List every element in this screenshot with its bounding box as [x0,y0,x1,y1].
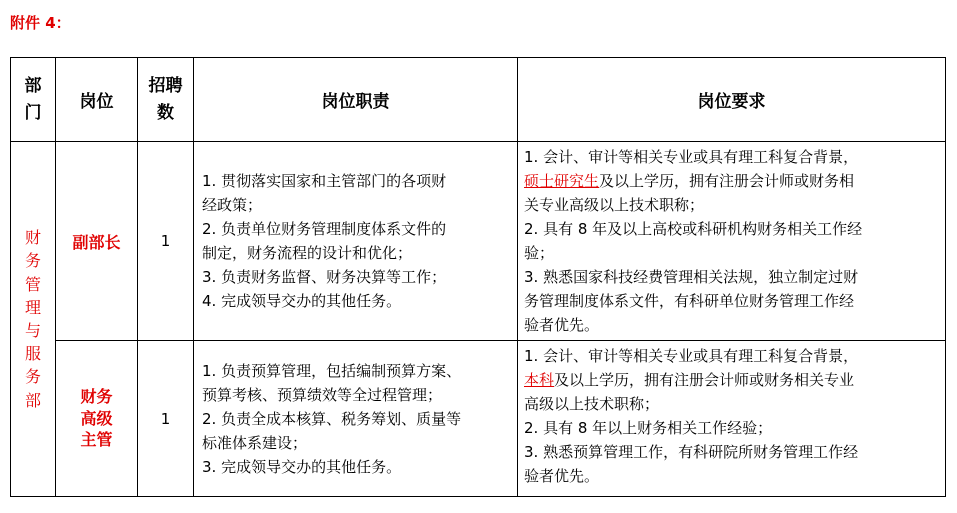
duty-line: 1. 负责预算管理，包括编制预算方案、 [202,361,462,380]
department-char: 与 [25,321,42,340]
department-char: 服 [25,344,42,364]
department-char: 务 [25,367,42,387]
requirement-line: 1. 会计、审计等相关专业或具有理工科复合背景， [524,148,859,166]
requirement-line-text: 及以上学历，拥有注册会计师或财务相 [599,172,855,190]
position-line: 高级 [80,408,113,428]
requirement-line: 关专业高级以上技术职称； [524,196,705,214]
requirement-line: 验； [524,244,555,262]
header-dept-char: 部 [24,76,42,97]
table-row [11,341,946,497]
department-name [25,226,41,412]
duties-cell [194,341,518,497]
requirement-line: 2. 具有 8 年及以上高校或科研机构财务相关工作经 [524,220,863,238]
duties-cell [194,142,518,341]
headcount-cell: 1 [138,142,194,341]
header-dept-char: 门 [24,102,42,123]
department-char: 财 [25,228,42,248]
requirement-line: 高级以上技术职称； [524,395,660,413]
duty-line: 4. 完成领导交办的其他任务。 [202,292,402,310]
position-cell [56,341,138,497]
requirement-line: 2. 具有 8 年以上财务相关工作经验； [524,419,773,437]
header-headcount-line: 数 [157,102,174,123]
duty-line: 3. 负责财务监督、财务决算等工作； [202,268,447,286]
department-char: 部 [25,390,42,410]
header-requirements: 岗位要求 [518,58,946,142]
header-dept [11,58,56,142]
requirement-line [524,169,939,193]
duty-line: 制定，财务流程的设计和优化； [202,244,413,262]
header-position: 岗位 [56,58,138,142]
attachment-label: 附件 4： [10,14,71,32]
degree-highlight: 本科 [524,371,555,389]
requirement-line: 3. 熟悉预算管理工作，有科研院所财务管理工作经 [524,443,859,461]
department-char: 务 [25,251,42,271]
department-cell [11,142,56,497]
headcount-cell: 1 [138,341,194,497]
header-duties: 岗位职责 [194,58,518,142]
position-cell: 副部长 [56,142,138,341]
requirements-cell [518,142,946,341]
header-headcount-line: 招聘 [148,76,183,97]
requirement-line: 验者优先。 [524,467,600,485]
position-line: 财务 [80,387,113,407]
duty-line: 3. 完成领导交办的其他任务。 [202,457,402,476]
department-char: 理 [25,297,42,317]
table-row [11,142,946,341]
duty-line: 标准体系建设； [202,433,308,452]
requirement-line: 3. 熟悉国家科技经费管理相关法规，独立制定过财 [524,268,859,286]
degree-highlight: 硕士研究生 [524,172,600,190]
duty-line: 1. 贯彻落实国家和主管部门的各项财 [202,172,447,190]
requirement-line: 1. 会计、审计等相关专业或具有理工科复合背景， [524,347,859,365]
duty-line: 2. 负责单位财务管理制度体系文件的 [202,220,447,238]
duty-line: 经政策； [202,196,263,214]
department-char: 管 [25,274,42,294]
header-headcount [138,58,194,142]
duty-line: 2. 负责全成本核算、税务筹划、质量等 [202,409,462,428]
duty-line: 预算考核、预算绩效等全过程管理； [202,385,443,404]
requirements-cell [518,341,946,497]
job-table [10,57,946,497]
requirement-line: 验者优先。 [524,316,600,334]
header-row [11,58,946,142]
requirement-line-text: 及以上学历，拥有注册会计师或财务相关专业 [554,371,855,389]
position-line: 主管 [80,430,113,450]
requirement-line: 务管理制度体系文件，有科研单位财务管理工作经 [524,292,855,310]
requirement-line [524,368,939,392]
